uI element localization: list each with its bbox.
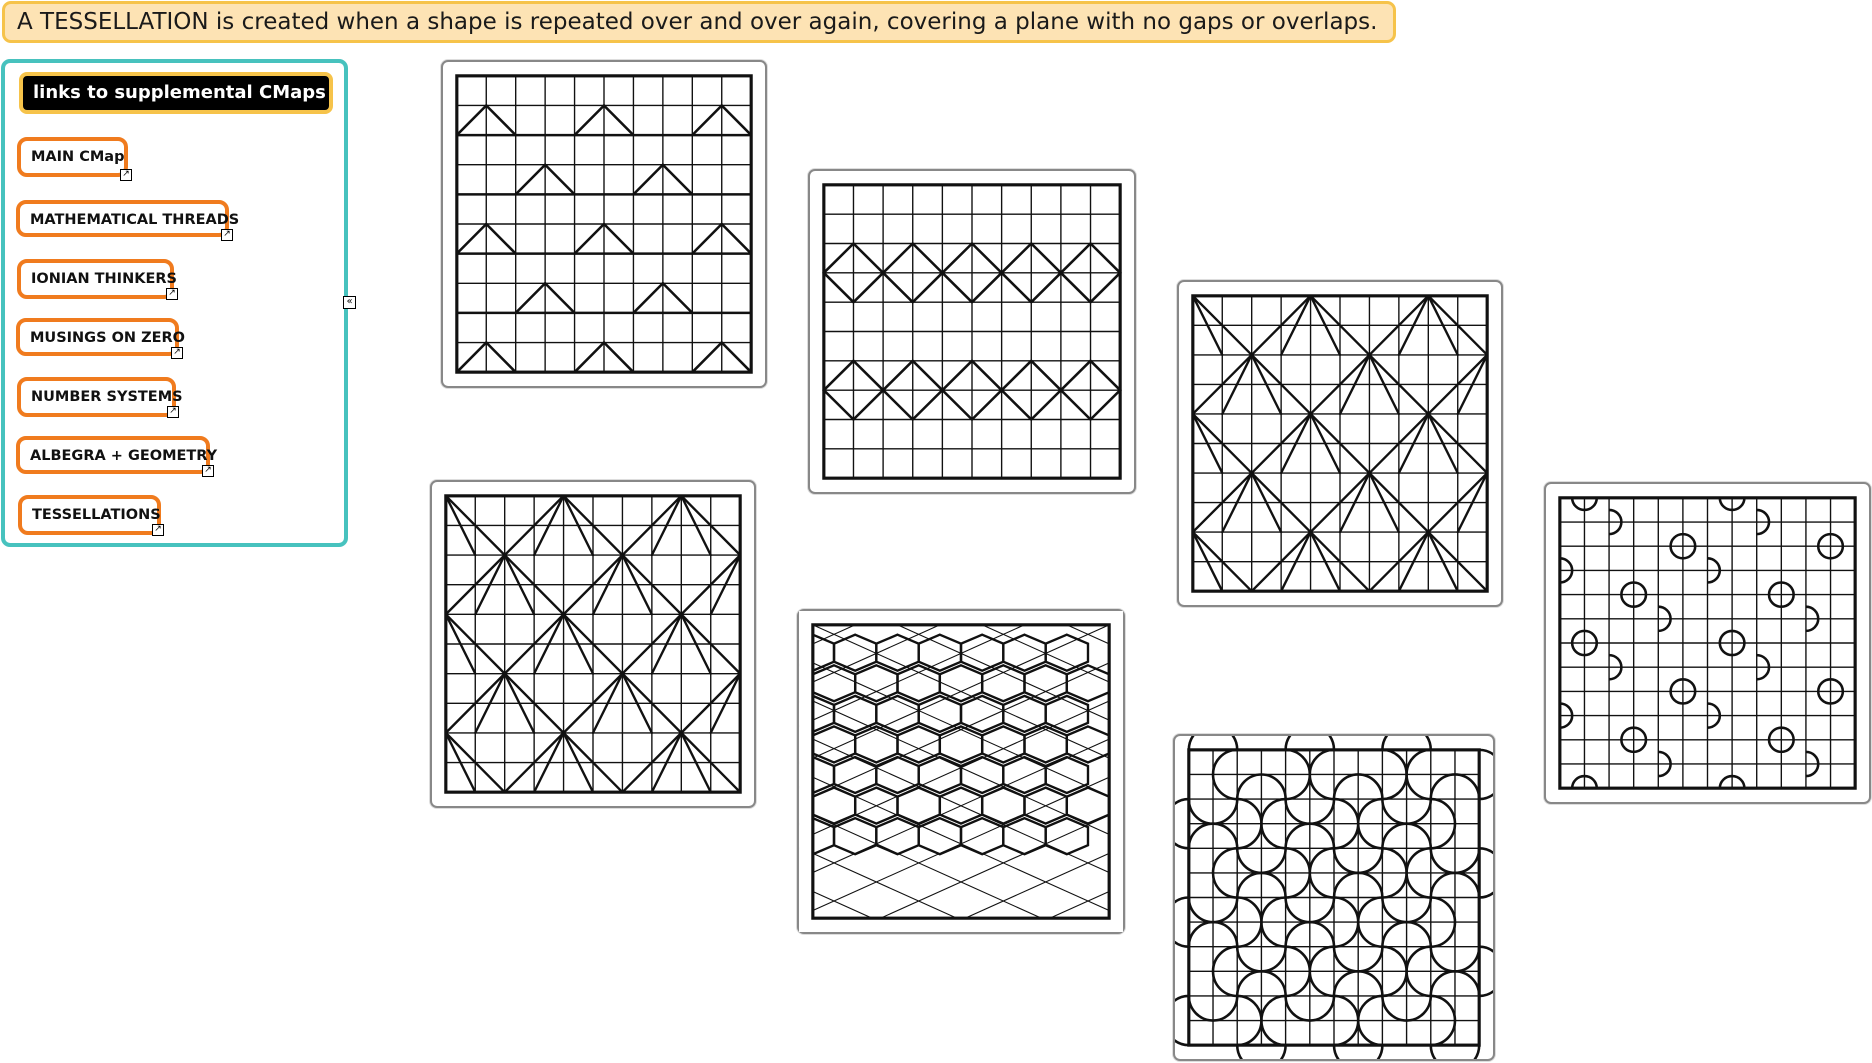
tessellation-image	[808, 169, 1136, 494]
tessellation-image	[441, 60, 767, 388]
shortcut-arrow-icon[interactable]: ↗	[202, 465, 214, 477]
link-label: MAIN CMap	[31, 149, 125, 165]
link-ionian-thinkers[interactable]	[17, 259, 177, 299]
link-label: TESSELLATIONS	[32, 507, 161, 523]
tessellation-drawing	[432, 482, 754, 806]
shortcut-arrow-icon[interactable]: ↗	[120, 169, 132, 181]
tessellation-image	[797, 609, 1125, 934]
link-label: NUMBER SYSTEMS	[31, 389, 183, 405]
tessellation-drawing	[1546, 484, 1869, 802]
link-label: MUSINGS ON ZERO	[30, 330, 185, 346]
link-albegra-geometry[interactable]	[16, 436, 218, 474]
panel-header: links to supplemental CMaps	[19, 72, 333, 114]
link-main-cmap[interactable]	[17, 137, 128, 177]
double-chevron-left-icon[interactable]: «	[343, 296, 356, 309]
tessellation-definition: A TESSELLATION is created when a shape is repeated over and over again, covering a plane with no gaps or overlaps.	[2, 1, 1396, 43]
tessellation-drawing	[1179, 282, 1501, 605]
shortcut-arrow-icon[interactable]: ↗	[152, 524, 164, 536]
shortcut-arrow-icon[interactable]: ↗	[166, 288, 178, 300]
shortcut-arrow-icon[interactable]: ↗	[171, 347, 183, 359]
tessellation-drawing	[799, 611, 1123, 932]
shortcut-arrow-icon[interactable]: ↗	[167, 406, 179, 418]
tessellation-drawing	[810, 171, 1134, 492]
link-number-systems[interactable]	[17, 377, 183, 417]
link-label: ALBEGRA + GEOMETRY	[30, 448, 218, 464]
link-tessellations[interactable]	[18, 495, 161, 535]
link-musings-on-zero[interactable]	[16, 318, 185, 356]
tessellation-image	[1544, 482, 1871, 804]
link-mathematical-threads[interactable]	[16, 200, 240, 237]
link-label: MATHEMATICAL THREADS	[30, 212, 240, 228]
tessellation-image	[1173, 734, 1495, 1061]
tessellation-drawing	[443, 62, 765, 386]
tessellation-image	[1177, 280, 1503, 607]
link-label: IONIAN THINKERS	[31, 271, 177, 287]
tessellation-drawing	[1175, 736, 1493, 1059]
shortcut-arrow-icon[interactable]: ↗	[221, 229, 233, 241]
tessellation-image	[430, 480, 756, 808]
